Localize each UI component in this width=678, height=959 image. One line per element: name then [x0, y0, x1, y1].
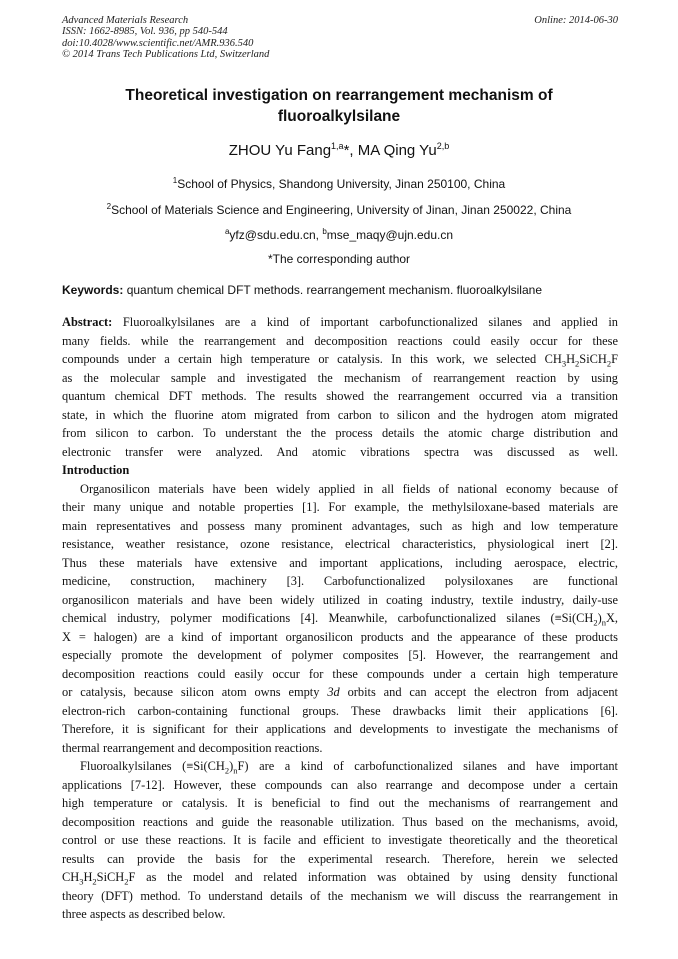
section-heading-introduction: [62, 461, 618, 480]
intro-line: [62, 757, 618, 776]
online-date: Online: 2014-06-30: [534, 15, 618, 26]
intro-text: or catalysis, because silicon atom owns empty: [62, 685, 328, 699]
abstract-line: state, in which the fluorine atom migrated from carbon to silicon and the hydrogen atom migrated: [62, 407, 618, 422]
intro-line: [62, 609, 618, 628]
email-b[interactable]: mse_maqy@ujn.edu.cn: [326, 228, 454, 242]
affiliation-1-mark: 1: [172, 176, 178, 185]
intro-line: main representatives and possess many prominent advantages, such as high and low temperature: [62, 518, 618, 533]
title-line-1: Theoretical investigation on rearrangement mechanism of: [125, 87, 553, 104]
journal-header: [62, 15, 618, 60]
subscript: 3: [79, 876, 84, 887]
abstract-text: H: [566, 352, 576, 366]
intro-text: Fluoroalkylsilanes (≡Si(CH: [80, 759, 225, 773]
affiliation-2-text: School of Materials Science and Engineering, University of Jinan, Jinan 250022, China: [111, 203, 572, 217]
intro-line: organosilicon materials and have been widely utilized in coating industry, textile industry, daily-use: [62, 592, 618, 607]
subscript: 3: [561, 358, 567, 369]
subscript: 2: [593, 617, 598, 628]
intro-line: resistance, weather resistance, ozone resistance, electrical characteristics, physiological inert [2].: [62, 537, 618, 551]
intro-line: X = halogen) are a kind of important organosilicon products and the appearance of these products: [62, 629, 618, 644]
intro-text: X,: [605, 611, 618, 625]
intro-line: applications [7-12]. However, these compounds can also rearrange and decompose under a certain: [62, 777, 618, 792]
intro-text: ): [597, 611, 602, 625]
journal-name: Advanced Materials Research: [62, 15, 189, 26]
intro-line: [62, 683, 618, 702]
subscript: n: [601, 617, 606, 628]
intro-line: decomposition reactions and guide the reasonable utilization. Thus based on the mechanisms, avoid,: [62, 814, 618, 829]
author-line: [80, 141, 598, 161]
intro-line: results can provide the basis for the experimental research. Therefore, herein we selected: [62, 851, 618, 866]
doi-line[interactable]: doi:10.4028/www.scientific.net/AMR.936.540: [62, 37, 254, 49]
intro-text: chemical industry, polymer modifications [4]. Meanwhile, carbofunctionalized silanes (≡Si(CH: [62, 611, 594, 625]
keywords-label: Keywords:: [62, 283, 124, 297]
intro-line: Thus these materials have extensive and important applications, including aerospace, electric,: [62, 555, 618, 570]
issn-line: ISSN: 1662-8985, Vol. 936, pp 540-544: [62, 26, 228, 38]
keywords: [62, 283, 618, 298]
author-2-affiliation-mark: 2,b: [436, 141, 450, 151]
intro-text: ): [229, 759, 234, 773]
abstract-line: [62, 313, 618, 332]
abstract-text: F: [611, 352, 618, 366]
subscript: 2: [606, 358, 612, 369]
subscript: 2: [124, 876, 129, 887]
subscript: 2: [224, 765, 230, 776]
italic-term: 3d: [327, 685, 340, 699]
corresponding-author-text: *The corresponding author: [267, 252, 411, 266]
corresponding-author-note: [40, 252, 638, 267]
subscript: n: [233, 765, 238, 776]
affiliation-1: [40, 177, 638, 192]
abstract-label: Abstract:: [62, 315, 113, 329]
intro-line: medicine, construction, machinery [3]. Carbofunctionalized polysiloxanes are functional: [62, 574, 618, 588]
email-a[interactable]: yfz@sdu.edu.cn,: [229, 228, 323, 242]
abstract-section: [62, 313, 618, 480]
abstract-line: as the molecular sample and investigated the mechanism of rearrangement reaction by using: [62, 370, 618, 385]
author-2: MA Qing Yu: [357, 142, 437, 159]
affiliation-1-text: School of Physics, Shandong University, Jinan 250100, China: [177, 177, 506, 191]
introduction-section: [62, 480, 618, 924]
intro-text: orbits and can accept the electron from adjacent: [339, 685, 619, 699]
copyright-line: © 2014 Trans Tech Publications Ltd, Switzerland: [62, 48, 270, 60]
abstract-text: SiCH: [579, 352, 607, 366]
intro-text: CH: [62, 870, 80, 884]
abstract-text: compounds under a certain high temperature or catalysis. In this work, we selected CH: [62, 352, 562, 366]
intro-line: high temperature or catalysis. It is beneficial to find out the mechanisms of rearrangement and: [62, 796, 618, 810]
intro-text: SiCH: [96, 870, 125, 884]
keywords-text: quantum chemical DFT methods. rearrangement mechanism. fluoroalkylsilane: [123, 283, 542, 297]
subscript: 2: [92, 876, 97, 887]
intro-line: thermal rearrangement and decomposition reactions.: [62, 740, 323, 755]
introduction-heading: Introduction: [62, 463, 130, 477]
email-a-mark: a: [224, 227, 230, 236]
abstract-line: quantum chemical DFT methods. The results showed the rearrangement occurred via a transition: [62, 389, 618, 403]
intro-line: especially promote the development of polymer composites [5]. However, the rearrangement and: [62, 648, 618, 662]
abstract-line: electronic transfer were analyzed. And atomic vibrations spectra was discussed as well.: [62, 444, 618, 459]
intro-line: decomposition reactions could easily occur for these compounds under a certain high temperature: [62, 666, 618, 681]
email-line: [40, 228, 638, 243]
intro-line: Organosilicon materials have been widely applied in all fields of national economy because of: [80, 481, 618, 496]
email-b-mark: b: [322, 227, 327, 236]
intro-line: Therefore, it is significant for their applications and developments to investigate the mechanisms of: [62, 722, 618, 736]
author-1-affiliation-mark: 1,a: [331, 141, 344, 151]
affiliation-2-mark: 2: [106, 202, 112, 211]
intro-text: F as the model and related information was obtained by using density functional: [128, 870, 618, 884]
intro-line: their many unique and notable properties [1]. For example, the methylsiloxane-based materials are: [62, 500, 618, 514]
corresponding-mark: *,: [343, 142, 358, 159]
abstract-line: [62, 350, 618, 369]
affiliation-2: [40, 203, 638, 218]
intro-text: F) are a kind of carbofunctionalized silanes and have important: [237, 759, 618, 773]
abstract-text: Fluoroalkylsilanes are a kind of important carbofunctionalized silanes and applied in: [112, 315, 618, 329]
intro-line: [62, 868, 618, 887]
title-line-2: fluoroalkylsilane: [277, 108, 401, 125]
abstract-line: from silicon to carbon. To understant the the process details the atomic charge distribution and: [62, 426, 618, 440]
intro-text: H: [83, 870, 93, 884]
author-1: ZHOU Yu Fang: [228, 142, 332, 159]
intro-line: three aspects as described below.: [62, 907, 226, 921]
paper-title: [80, 85, 598, 127]
intro-line: control or use these reactions. It is facile and efficient to investigate theoretically and the theoretical: [62, 833, 618, 847]
intro-line: electron-rich carbon-containing functional groups. These drawbacks limit their applications [6].: [62, 703, 618, 718]
intro-line: theory (DFT) method. To understand details of the mechanism we will discuss the rearrangement in: [62, 888, 618, 903]
subscript: 2: [575, 358, 580, 369]
abstract-line: many fields. while the rearrangement and decomposition reactions could easily occur for these: [62, 333, 618, 348]
